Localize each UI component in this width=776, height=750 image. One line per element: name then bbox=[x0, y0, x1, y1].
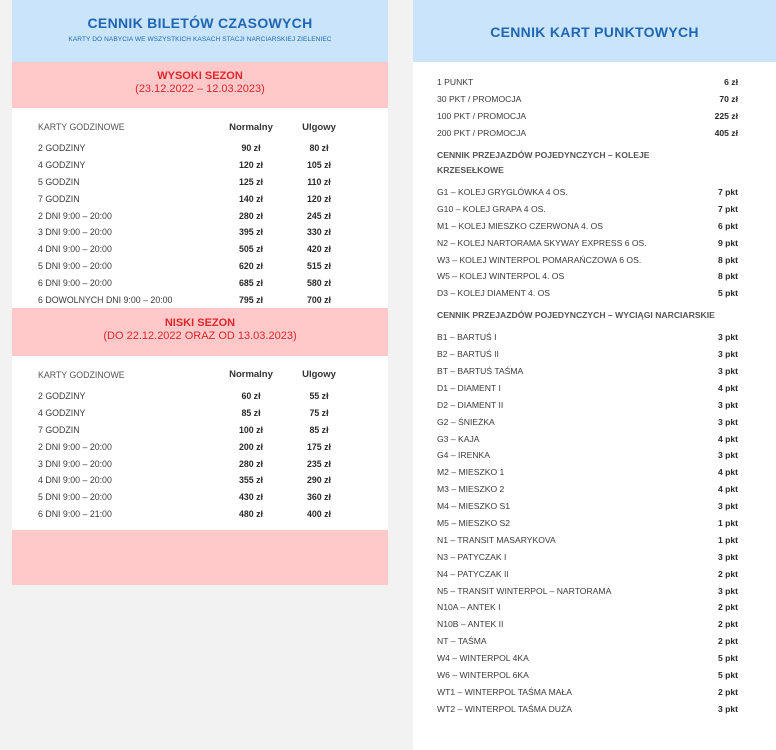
list-item bbox=[413, 684, 776, 701]
time-tickets-panel bbox=[12, 0, 388, 572]
table-row bbox=[12, 489, 388, 506]
time-tickets-subtitle: KARTY DO NABYCIA WE WSZYSTKICH KASACH STACJI NARCIARSKIEJ ZIELENIEC bbox=[68, 36, 332, 43]
list-item bbox=[413, 650, 776, 667]
item-price: 3 pkt bbox=[717, 703, 738, 714]
item-name: M5 – MIESZKO S2 bbox=[437, 518, 511, 529]
ticket-name: 2 DNI 9:00 – 20:00 bbox=[38, 441, 112, 452]
item-name: N2 – KOLEJ NARTORAMA SKYWAY EXPRESS 6 OS. bbox=[437, 237, 647, 248]
item-name: M1 – KOLEJ MIESZKO CZERWONA 4. OS bbox=[437, 220, 604, 231]
price-reduced: 110 zł bbox=[307, 176, 331, 187]
item-name: N10A – ANTEK I bbox=[437, 602, 501, 613]
list-item bbox=[413, 125, 776, 142]
high-season-dates: (23.12.2022 – 12.03.2023) bbox=[135, 83, 265, 95]
column-header-normal: Normalny bbox=[229, 121, 273, 133]
item-name: D3 – KOLEJ DIAMENT 4. OS bbox=[437, 288, 551, 299]
price-normal: 125 zł bbox=[239, 176, 263, 187]
list-item bbox=[413, 346, 776, 363]
price-reduced: 360 zł bbox=[307, 492, 331, 503]
ski-tows-list bbox=[413, 329, 776, 717]
list-item bbox=[413, 667, 776, 684]
ticket-name: 5 DNI 9:00 – 20:00 bbox=[38, 260, 112, 271]
list-item bbox=[413, 234, 776, 251]
list-item bbox=[413, 74, 776, 91]
item-name: G3 – KAJA bbox=[437, 433, 480, 444]
list-item bbox=[413, 616, 776, 633]
column-header-type: KARTY GODZINOWE bbox=[38, 122, 125, 132]
table-row bbox=[12, 174, 388, 191]
column-header-reduced: Ulgowy bbox=[302, 369, 336, 381]
item-name: NT – TAŚMA bbox=[437, 636, 487, 647]
item-price: 6 zł bbox=[724, 77, 738, 88]
table-header bbox=[12, 118, 388, 136]
item-price: 7 pkt bbox=[717, 187, 738, 197]
list-item bbox=[413, 464, 776, 481]
point-cards-header bbox=[413, 0, 776, 62]
item-price: 7 pkt bbox=[717, 203, 738, 214]
list-item bbox=[413, 363, 776, 380]
table-row bbox=[12, 506, 388, 523]
chairlifts-section-title: CENNIK PRZEJAZDÓW POJEDYNCZYCH – KOLEJE KRZESEŁKOWE bbox=[437, 149, 650, 175]
price-normal: 355 zł bbox=[239, 475, 263, 486]
list-item bbox=[413, 285, 776, 302]
item-name: M4 – MIESZKO S1 bbox=[437, 501, 511, 512]
ticket-name: 2 GODZINY bbox=[38, 391, 86, 402]
item-price: 405 zł bbox=[714, 128, 738, 139]
price-normal: 100 zł bbox=[239, 424, 263, 435]
price-reduced: 75 zł bbox=[309, 408, 329, 419]
list-item bbox=[413, 447, 776, 464]
item-name: N1 – TRANSIT MASARYKOVA bbox=[437, 534, 556, 545]
list-item bbox=[413, 498, 776, 515]
price-reduced: 580 zł bbox=[307, 277, 331, 288]
price-reduced: 290 zł bbox=[307, 475, 331, 486]
high-season-banner bbox=[12, 62, 388, 108]
item-price: 2 pkt bbox=[717, 602, 738, 613]
points-prices bbox=[413, 74, 776, 142]
list-item bbox=[413, 548, 776, 565]
price-normal: 505 zł bbox=[239, 244, 263, 255]
item-name: W4 – WINTERPOL 4KA bbox=[437, 653, 529, 664]
price-reduced: 700 zł bbox=[307, 294, 331, 305]
table-row bbox=[12, 157, 388, 174]
table-row bbox=[12, 291, 388, 308]
low-season-table bbox=[12, 356, 388, 522]
item-name: WT2 – WINTERPOL TAŚMA DUŻA bbox=[437, 703, 572, 714]
column-header-type: KARTY GODZINOWE bbox=[38, 369, 125, 380]
list-item bbox=[413, 700, 776, 717]
item-price: 2 pkt bbox=[717, 568, 738, 579]
item-name: N3 – PATYCZAK I bbox=[437, 551, 507, 562]
price-reduced: 80 zł bbox=[309, 143, 329, 154]
price-normal: 60 zł bbox=[241, 391, 261, 402]
list-item bbox=[413, 251, 776, 268]
price-normal: 395 zł bbox=[239, 227, 263, 238]
ticket-name: 7 GODZIN bbox=[38, 424, 80, 435]
item-price: 3 pkt bbox=[717, 551, 738, 562]
price-normal: 120 zł bbox=[239, 160, 263, 171]
list-item bbox=[413, 217, 776, 234]
item-price: 8 pkt bbox=[717, 271, 738, 282]
item-price: 9 pkt bbox=[717, 237, 738, 248]
item-price: 5 pkt bbox=[717, 670, 738, 681]
item-price: 3 pkt bbox=[717, 399, 738, 410]
high-season-table bbox=[12, 108, 388, 308]
table-row bbox=[12, 455, 388, 472]
list-item bbox=[413, 481, 776, 498]
list-item bbox=[413, 268, 776, 285]
price-normal: 795 zł bbox=[239, 294, 263, 305]
price-reduced: 175 zł bbox=[307, 441, 331, 452]
ticket-name: 2 DNI 9:00 – 20:00 bbox=[38, 210, 112, 221]
price-reduced: 515 zł bbox=[307, 260, 331, 271]
ticket-name: 6 DOWOLNYCH DNI 9:00 – 20:00 bbox=[38, 294, 173, 305]
item-price: 2 pkt bbox=[717, 636, 738, 647]
ticket-name: 4 GODZINY bbox=[38, 160, 86, 171]
price-normal: 480 zł bbox=[239, 508, 263, 519]
price-normal: 620 zł bbox=[239, 260, 263, 271]
list-item bbox=[413, 413, 776, 430]
item-price: 3 pkt bbox=[717, 332, 738, 343]
price-reduced: 245 zł bbox=[307, 210, 331, 221]
price-normal: 280 zł bbox=[239, 210, 263, 221]
item-name: WT1 – WINTERPOL TAŚMA MAŁA bbox=[437, 686, 572, 697]
price-reduced: 330 zł bbox=[307, 227, 331, 238]
ticket-name: 5 DNI 9:00 – 20:00 bbox=[38, 492, 112, 503]
table-row bbox=[12, 241, 388, 258]
price-reduced: 55 zł bbox=[309, 391, 329, 402]
list-item bbox=[413, 396, 776, 413]
price-reduced: 120 zł bbox=[307, 193, 331, 204]
item-name: D2 – DIAMENT II bbox=[437, 399, 504, 410]
item-name: N5 – TRANSIT WINTERPOL – NARTORAMA bbox=[437, 585, 612, 596]
item-price: 5 pkt bbox=[717, 288, 738, 299]
item-price: 3 pkt bbox=[717, 501, 738, 512]
item-price: 3 pkt bbox=[717, 450, 738, 461]
chairlifts-list bbox=[413, 184, 776, 302]
low-season-dates: (DO 22.12.2022 ORAZ OD 13.03.2023) bbox=[103, 329, 297, 342]
item-name: G10 – KOLEJ GRAPA 4 OS. bbox=[437, 203, 546, 214]
item-name: 200 PKT / PROMOCJA bbox=[437, 128, 527, 139]
time-tickets-title: CENNIK BILETÓW CZASOWYCH bbox=[87, 15, 313, 31]
price-reduced: 105 zł bbox=[307, 160, 331, 171]
ticket-name: 3 DNI 9:00 – 20:00 bbox=[38, 458, 112, 469]
list-item bbox=[413, 515, 776, 532]
ticket-name: 6 DNI 9:00 – 21:00 bbox=[38, 508, 112, 519]
table-row bbox=[12, 224, 388, 241]
item-price: 3 pkt bbox=[717, 416, 738, 427]
table-row bbox=[12, 190, 388, 207]
item-price: 2 pkt bbox=[717, 619, 738, 630]
list-item bbox=[413, 599, 776, 616]
list-item bbox=[413, 200, 776, 217]
ticket-name: 4 DNI 9:00 – 20:00 bbox=[38, 475, 112, 486]
table-row bbox=[12, 422, 388, 439]
point-cards-list bbox=[413, 62, 776, 717]
item-price: 4 pkt bbox=[717, 382, 738, 393]
item-price: 8 pkt bbox=[717, 254, 738, 265]
ticket-name: 4 DNI 9:00 – 20:00 bbox=[38, 244, 112, 255]
price-normal: 200 zł bbox=[239, 441, 263, 452]
item-price: 4 pkt bbox=[717, 433, 738, 444]
price-reduced: 235 zł bbox=[307, 458, 331, 469]
ticket-name: 3 DNI 9:00 – 20:00 bbox=[38, 227, 112, 238]
low-season-title: NISKI SEZON bbox=[164, 316, 236, 329]
ticket-name: 6 DNI 9:00 – 20:00 bbox=[38, 277, 112, 288]
ski-tows-section-title: CENNIK PRZEJAZDÓW POJEDYNCZYCH – WYCIĄGI NARCIARSKIE bbox=[437, 309, 715, 320]
table-row bbox=[12, 472, 388, 489]
item-price: 4 pkt bbox=[717, 484, 738, 495]
table-row bbox=[12, 258, 388, 275]
list-item bbox=[413, 430, 776, 447]
table-row bbox=[12, 207, 388, 224]
item-name: BT – BARTUŚ TAŚMA bbox=[437, 366, 524, 377]
table-row bbox=[12, 405, 388, 422]
item-name: B1 – BARTUŚ I bbox=[437, 332, 497, 343]
list-item bbox=[413, 108, 776, 125]
item-name: W6 – WINTERPOL 6KA bbox=[437, 670, 529, 681]
item-name: 1 PUNKT bbox=[437, 77, 474, 88]
item-price: 70 zł bbox=[719, 94, 738, 105]
table-row bbox=[12, 438, 388, 455]
price-reduced: 400 zł bbox=[307, 508, 331, 519]
table-row bbox=[12, 140, 388, 157]
item-price: 1 pkt bbox=[717, 534, 738, 545]
point-cards-title: CENNIK KART PUNKTOWYCH bbox=[490, 24, 699, 40]
item-name: N4 – PATYCZAK II bbox=[437, 568, 509, 579]
list-item bbox=[413, 184, 776, 201]
list-item bbox=[413, 582, 776, 599]
time-tickets-header bbox=[12, 0, 388, 62]
ticket-name: 4 GODZINY bbox=[38, 408, 86, 419]
item-price: 6 pkt bbox=[717, 220, 738, 231]
column-header-reduced: Ulgowy bbox=[302, 121, 336, 133]
point-cards-panel bbox=[413, 0, 776, 750]
price-normal: 280 zł bbox=[239, 458, 263, 469]
price-normal: 140 zł bbox=[239, 193, 263, 204]
item-name: M2 – MIESZKO 1 bbox=[437, 467, 505, 478]
price-normal: 85 zł bbox=[241, 408, 261, 419]
item-price: 3 pkt bbox=[717, 366, 738, 377]
table-row bbox=[12, 388, 388, 405]
price-normal: 430 zł bbox=[239, 492, 263, 503]
price-normal: 90 zł bbox=[241, 143, 261, 154]
high-season-title: WYSOKI SEZON bbox=[157, 70, 243, 82]
item-name: M3 – MIESZKO 2 bbox=[437, 484, 505, 495]
ticket-name: 5 GODZIN bbox=[38, 176, 80, 187]
price-reduced: 85 zł bbox=[309, 424, 329, 435]
item-name: N10B – ANTEK II bbox=[437, 619, 504, 630]
item-name: G2 – ŚNIEŻKA bbox=[437, 416, 495, 427]
list-item bbox=[413, 329, 776, 346]
item-name: W5 – KOLEJ WINTERPOL 4. OS bbox=[437, 271, 565, 282]
column-header-normal: Normalny bbox=[229, 369, 273, 381]
price-reduced: 420 zł bbox=[307, 244, 331, 255]
item-name: 100 PKT / PROMOCJA bbox=[437, 111, 527, 122]
empty-pink-band bbox=[12, 530, 388, 585]
list-item bbox=[413, 633, 776, 650]
list-item bbox=[413, 379, 776, 396]
table-header bbox=[12, 366, 388, 384]
list-item bbox=[413, 91, 776, 108]
item-name: W3 – KOLEJ WINTERPOL POMARAŃCZOWA 6 OS. bbox=[437, 254, 642, 265]
item-name: G4 – IRENKA bbox=[437, 450, 491, 461]
item-price: 5 pkt bbox=[717, 653, 738, 664]
ticket-name: 7 GODZIN bbox=[38, 193, 80, 204]
item-price: 4 pkt bbox=[717, 467, 738, 478]
item-price: 3 pkt bbox=[717, 585, 738, 596]
ticket-name: 2 GODZINY bbox=[38, 143, 86, 154]
item-name: B2 – BARTUŚ II bbox=[437, 349, 499, 360]
item-price: 225 zł bbox=[714, 111, 738, 122]
item-name: G1 – KOLEJ GRYGLÓWKA 4 OS. bbox=[437, 187, 568, 197]
item-name: 30 PKT / PROMOCJA bbox=[437, 94, 522, 105]
list-item bbox=[413, 565, 776, 582]
price-normal: 685 zł bbox=[239, 277, 263, 288]
low-season-banner bbox=[12, 308, 388, 356]
table-row bbox=[12, 274, 388, 291]
item-name: D1 – DIAMENT I bbox=[437, 382, 501, 393]
list-item bbox=[413, 531, 776, 548]
item-price: 3 pkt bbox=[717, 349, 738, 360]
item-price: 2 pkt bbox=[717, 686, 738, 697]
item-price: 1 pkt bbox=[717, 518, 738, 529]
